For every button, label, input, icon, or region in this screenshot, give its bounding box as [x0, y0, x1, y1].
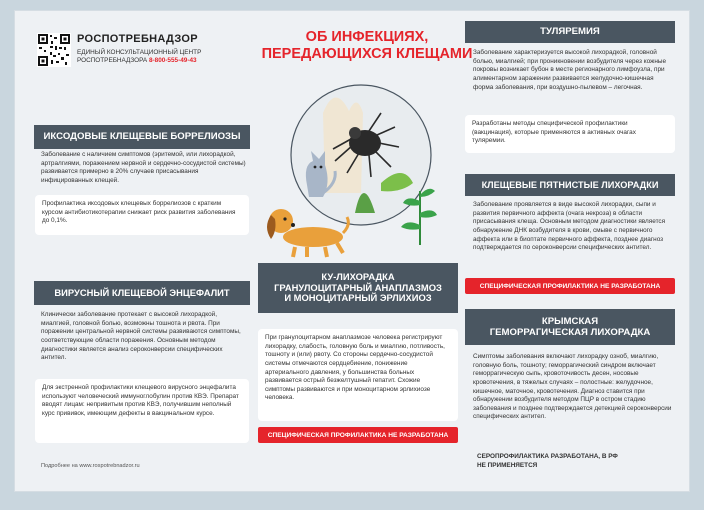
title-line2: ПЕРЕДАЮЩИХСЯ КЛЕЩАМИ [261, 45, 473, 62]
page-title [259, 29, 475, 62]
spotted-header: КЛЕЩЕВЫЕ ПЯТНИСТЫЕ ЛИХОРАДКИ [465, 174, 675, 196]
tularemia-header: ТУЛЯРЕМИЯ [465, 21, 675, 43]
org-line2-row [77, 57, 197, 65]
borreliosis-header: ИКСОДОВЫЕ КЛЕЩЕВЫЕ БОРРЕЛИОЗЫ [34, 125, 250, 149]
title-line1: ОБ ИНФЕКЦИЯХ, [305, 29, 429, 45]
q-fever-text: При гранулоцитарном анаплазмозе человека регистрируют лихорадку, слабость, головную боль и миалгию, потливость, тошноту и (или) рвоту. Со стороны сердечно-сосудистой системы отмечаются сердцебиение, понижение артериального давления, у большинства больных развивается острый безжелтушный гепатит. Схожие симптомы развиваются и при моноцитарном эрлихиозе человека. [258, 329, 458, 421]
tularemia-text: Заболевание характеризуется высокой лихорадкой, головной болью, миалгией; при проникновении возбудителя через кожные покровы возникает бубон в месте регионарного лимфоузла, при алиментарном заражении развивается желудочно-кишечная форма заболевания, при воздушно-пылевом – легочная. [473, 49, 667, 91]
qr-code-icon [37, 33, 71, 67]
tularemia-prevention: Разработаны методы специфической профилактики (вакцинация), которые применяются в активных очагах туляремии. [465, 115, 675, 153]
hotline-phone[interactable]: 8-800-555-49-43 [148, 57, 197, 64]
crimean-text: Симптомы заболевания включают лихорадку озноб, миалгию, головную боль, тошноту; геморрагический синдром включает геморрагическую сыпь, кровоточивость десен, носовые кровотечения, в тяжелых случаях – полостные: желудочное, кишечное, маточное, кровотечения. Диагноз ставится при обнаружении возбудителя методом ПЦР в остром стадию заболевания и позднее подтверждается детекцией сероконверсии специфических антител. [473, 353, 672, 421]
crimean-note-line2: НЕ ПРИМЕНЯЕТСЯ [477, 461, 538, 469]
q-fever-header-line1: КУ-ЛИХОРАДКА [321, 270, 395, 282]
plant-icon [397, 181, 443, 245]
crimean-header [465, 309, 675, 345]
poster [14, 10, 690, 492]
crimean-note-line1: СЕРОПРОФИЛАКТИКА РАЗРАБОТАНА, В РФ [477, 453, 618, 460]
spotted-text: Заболевание проявляется в виде высокой лихорадки, сыпи и развития первичного аффекта (очага некроза) в области присасывания клеща. Основным методом диагностики является обнаружение ДНК возбудителя в крови, смыве с первичного аффекта или в биоптате первичного аффекта, позднее диагноз подтверждается по сероконверсии специфических антител. [473, 201, 666, 252]
borreliosis-text: Заболевание с наличием симптомов (эритемой, или лихорадкой, артралгиями, поражением нервной и сердечно-сосудистой системы) развивается примерно в 20% случаев присасывания инфицированных клещей. [41, 151, 246, 184]
dog-icon [259, 197, 351, 259]
crimean-note [477, 453, 667, 470]
q-fever-warning: СПЕЦИФИЧЕСКАЯ ПРОФИЛАКТИКА НЕ РАЗРАБОТАНА [258, 427, 458, 443]
crimean-header-line2: ГЕМОРРАГИЧЕСКАЯ ЛИХОРАДКА [489, 327, 651, 338]
encephalitis-text: Клинически заболевание протекает с высокой лихорадкой, миалгией, головной болью, возможны тошнота и рвота. При поражении центральной нервной системы развиваются симптомы, соответствующие области поражения. Основным методом диагностики является анализ сероконверсии специфических антител. [41, 311, 241, 362]
org-line2: РОСПОТРЕБНАДЗОРА [77, 57, 148, 64]
encephalitis-header: ВИРУСНЫЙ КЛЕЩЕВОЙ ЭНЦЕФАЛИТ [34, 281, 250, 305]
org-line1: ЕДИНЫЙ КОНСУЛЬТАЦИОННЫЙ ЦЕНТР [77, 49, 202, 56]
footer-link[interactable]: Подробнее на www.rospotrebnadzor.ru [41, 463, 140, 469]
crimean-header-line1: КРЫМСКАЯ [541, 315, 599, 327]
q-fever-header-line2: ГРАНУЛОЦИТАРНЫЙ АНАПЛАЗМОЗ [274, 281, 442, 293]
encephalitis-prevention: Для экстренной профилактики клещевого вирусного энцефалита используют человеческий иммуноглобулин против КВЭ. Препарат вводят лицам: непривитым против КВЭ, получившим неполный курс прививок, имеющим дефекты в вакцинальном курсе. [35, 379, 249, 443]
org-name: РОСПОТРЕБНАДЗОР [77, 33, 198, 45]
q-fever-header-line3: И МОНОЦИТАРНЫЙ ЭРЛИХИОЗ [284, 292, 432, 304]
q-fever-header [258, 263, 458, 313]
borreliosis-prevention: Профилактика иксодовых клещевых боррелиозов с кратким курсом антибиотикотерапии снижает риск развития заболевания до 0,1%. [35, 195, 249, 235]
spotted-warning: СПЕЦИФИЧЕСКАЯ ПРОФИЛАКТИКА НЕ РАЗРАБОТАНА [465, 278, 675, 294]
